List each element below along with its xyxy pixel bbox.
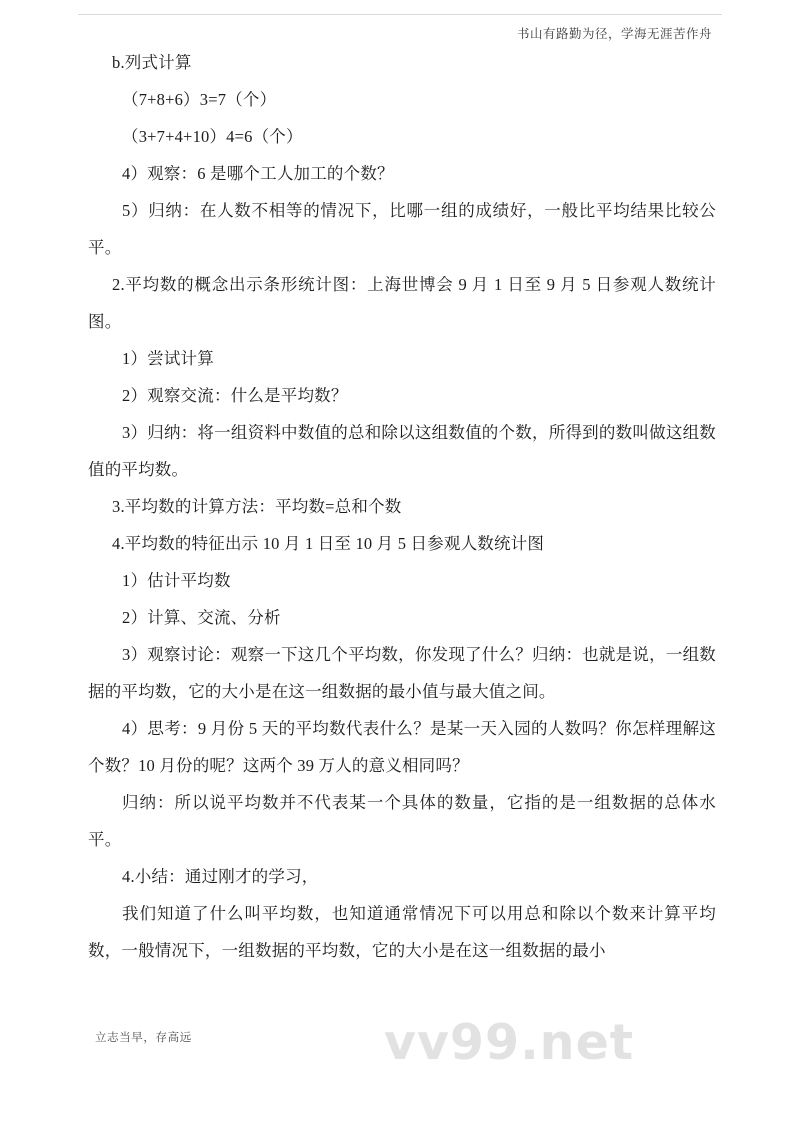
paragraph: 2.平均数的概念出示条形统计图：上海世博会 9 月 1 日至 9 月 5 日参观人数统计图。 bbox=[88, 275, 716, 331]
paragraph: 2）观察交流：什么是平均数？ bbox=[122, 386, 348, 405]
page-footer-text: 立志当早，存高远 bbox=[95, 1032, 192, 1044]
header-divider bbox=[78, 14, 722, 15]
paragraph: 4）思考：9 月份 5 天的平均数代表什么？是某一天入园的人数吗？你怎样理解这个数？10 月份的呢？这两个 39 万人的意义相同吗？ bbox=[88, 719, 716, 775]
paragraph: 2）计算、交流、分析 bbox=[122, 608, 281, 627]
paragraph: 3.平均数的计算方法：平均数=总和个数 bbox=[112, 497, 402, 516]
paragraph: 1）估计平均数 bbox=[122, 571, 231, 590]
paragraph: 3）归纳：将一组资料中数值的总和除以这组数值的个数，所得到的数叫做这组数值的平均数。 bbox=[88, 423, 716, 479]
paragraph: 1）尝试计算 bbox=[122, 349, 214, 368]
paragraph: （7+8+6）3=7（个） bbox=[122, 90, 277, 109]
paragraph: 3）观察讨论：观察一下这几个平均数，你发现了什么？归纳：也就是说，一组数据的平均数，它的大小是在这一组数据的最小值与最大值之间。 bbox=[88, 645, 716, 701]
paragraph: 5）归纳：在人数不相等的情况下，比哪一组的成绩好，一般比平均结果比较公平。 bbox=[88, 201, 716, 257]
paragraph: （3+7+4+10）4=6（个） bbox=[122, 127, 303, 146]
paragraph: 4.小结：通过刚才的学习， bbox=[122, 867, 319, 886]
paragraph: 4）观察：6 是哪个工人加工的个数？ bbox=[122, 164, 394, 183]
paragraph: 4.平均数的特征出示 10 月 1 日至 10 月 5 日参观人数统计图 bbox=[112, 534, 545, 553]
watermark: vv99.net bbox=[384, 1014, 635, 1071]
paragraph: 归纳：所以说平均数并不代表某一个具体的数量，它指的是一组数据的总体水平。 bbox=[88, 793, 716, 849]
document-body bbox=[88, 44, 716, 969]
paragraph: 我们知道了什么叫平均数，也知道通常情况下可以用总和除以个数来计算平均数，一般情况下，一组数据的平均数，它的大小是在这一组数据的最小 bbox=[88, 904, 716, 960]
paragraph: b.列式计算 bbox=[112, 53, 192, 72]
page-header-text: 书山有路勤为径，学海无涯苦作舟 bbox=[516, 27, 712, 41]
